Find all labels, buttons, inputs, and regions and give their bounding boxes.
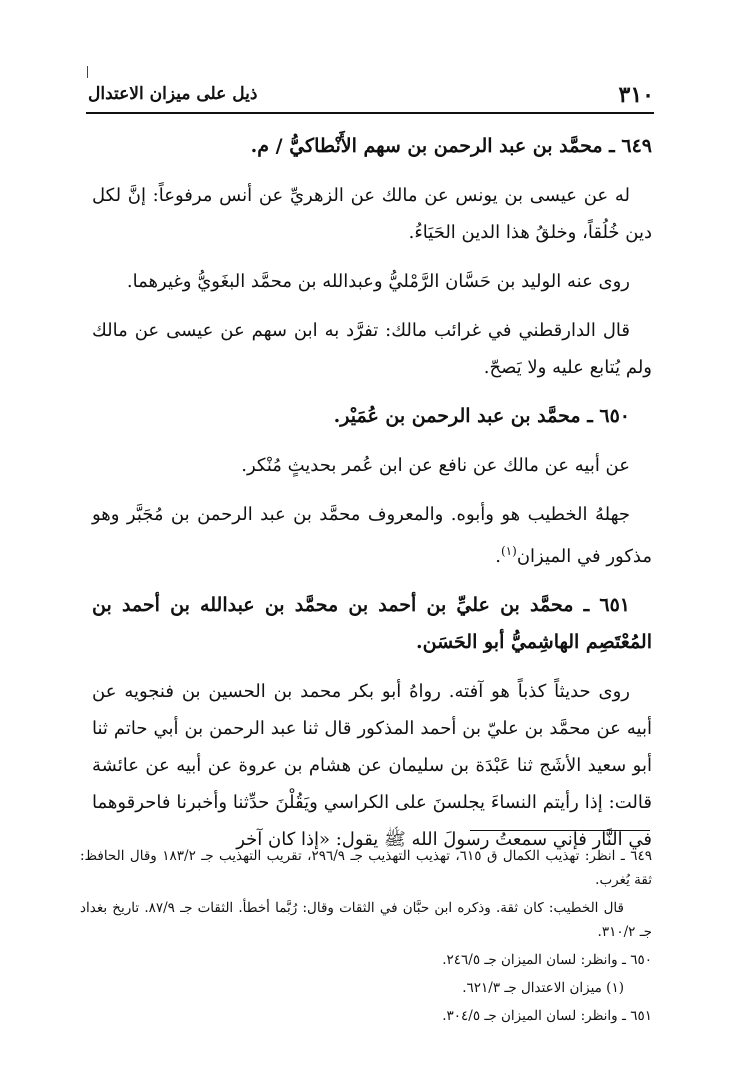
entry-650-text: عن أبيه عن مالك عن نافع عن ابن عُمر بحديثٍ مُنْكر.: [241, 455, 630, 476]
main-text: [92, 128, 652, 870]
entry-heading-650: ٦٥٠ ـ محمَّد بن عبد الرحمن بن عُمَيْر.: [333, 405, 630, 427]
footnote-rule: [470, 830, 650, 831]
footnote-reference: (١): [500, 544, 517, 558]
entry-649-text: له عن عيسى بن يونس عن مالك عن الزهريِّ عن أنس مرفوعاً: إنَّ لكل دين خُلُقاً، وخلقُ هذا الدين الحَيَاءُ.: [92, 185, 652, 243]
footnote-650: ٦٥٠ ـ وانظر: لسان الميزان جـ ٢٤٦/٥.: [442, 952, 652, 968]
footnote-1: (١) ميزان الاعتدال جـ ٦٢١/٣.: [462, 980, 624, 996]
entry-650-khatib: [92, 496, 652, 575]
entry-650-khatib-text: جهلهُ الخطيب هو وأبوه. والمعروف محمَّد بن عبد الرحمن بن مُجَبَّر وهو مذكور في الميزان: [92, 504, 652, 567]
footnotes: [80, 844, 652, 1032]
margin-tick: [87, 66, 88, 78]
header-rule: [86, 112, 654, 114]
running-title: ذيل على ميزان الاعتدال: [88, 84, 258, 104]
entry-heading-649: ٦٤٩ ـ محمَّد بن عبد الرحمن بن سهم الأَنْطاكيُّ / م.: [250, 135, 652, 157]
entry-649-daraqutni: قال الدارقطني في غرائب مالك: تفرَّد به ابن سهم عن عيسى عن مالك ولم يُتابع عليه ولا يَصحّ.: [92, 320, 652, 378]
entry-651-text: روى حديثاً كذباً هو آفته. رواهُ أبو بكر محمد بن الحسين بن فنجويه عن أبيه عن محمَّد بن عليّ بن أحمد المذكور قال ثنا عبد الرحمن بن أبي حاتم ثنا أبو سعيد الأشَج ثنا عَبْدَة بن سليمان عن هشام بن عروة عن أبيه عن عائشة قالت: إذا رأيتم النساءَ يجلسنَ على الكراسي ويَقُلْنَ حدِّثنا وأخبرنا فاحرقوهما في النَّار فإني سمعتُ رسولَ الله ﷺ يقول: «إذا كان آخر: [92, 681, 652, 850]
page-header: [88, 82, 654, 112]
footnote-651: ٦٥١ ـ وانظر: لسان الميزان جـ ٣٠٤/٥.: [442, 1008, 652, 1024]
entry-650-closing: .: [495, 546, 501, 567]
footnote-649-khatib: قال الخطيب: كان ثقة. وذكره ابن حبَّان في الثقات وقال: رُبَّما أخطأ. الثقات جـ ٨٧/٩. تاريخ بغداد جـ ٣١٠/٢.: [80, 900, 652, 940]
footnote-649: ٦٤٩ ـ انظر: تهذيب الكمال ق ٦١٥، تهذيب التهذيب جـ ٢٩٦/٩، تقريب التهذيب جـ ١٨٣/٢ وقال الحافظ: ثقة يُغرب.: [80, 848, 652, 888]
entry-heading-651: ٦٥١ ـ محمَّد بن عليِّ بن أحمد بن محمَّد بن عبدالله بن أحمد بن المُعْتَصِم الهاشِميُّ أبو الحَسَن.: [92, 594, 652, 653]
entry-649-narrators: روى عنه الوليد بن حَسَّان الرَّمْليُّ وعبدالله بن محمَّد البغَويُّ وغيرهما.: [126, 271, 630, 292]
page-number: ٣١٠: [618, 82, 654, 108]
